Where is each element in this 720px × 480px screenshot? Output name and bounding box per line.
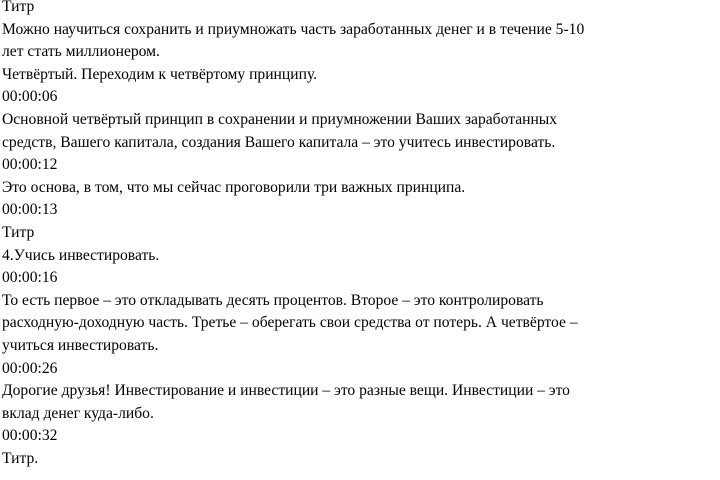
transcript-line: Основной четвёртый принцип в сохранении и приумножении Ваших заработанных — [2, 110, 558, 128]
transcript-line: Дорогие друзья! Инвестирование и инвестиции – это разные вещи. Инвестиции – это — [2, 382, 570, 400]
timestamp: 00:00:13 — [2, 201, 58, 219]
transcript-line: Можно научиться сохранить и приумножать часть заработанных денег и в течение 5-10 — [2, 20, 585, 38]
timestamp: 00:00:26 — [2, 359, 58, 377]
caption-label: Титр — [2, 0, 35, 15]
transcript-line: Четвёртый. Переходим к четвёртому принципу. — [2, 65, 318, 83]
document-text — [2, 0, 718, 470]
timestamp: 00:00:06 — [2, 88, 58, 106]
transcript-line: расходную-доходную часть. Третье – оберегать свои средства от потерь. А четвёртое – — [2, 314, 578, 332]
transcript-line: То есть первое – это откладывать десять процентов. Второе – это контролировать — [2, 291, 544, 309]
caption-label: Титр. — [2, 449, 39, 467]
transcript-line: учиться инвестировать. — [2, 336, 159, 354]
caption-label: Титр — [2, 223, 35, 241]
transcript-line: лет стать миллионером. — [2, 43, 160, 61]
caption-text: 4.Учись инвестировать. — [2, 246, 160, 264]
transcript-line: средств, Вашего капитала, создания Вашего капитала – это учитесь инвестировать. — [2, 133, 556, 151]
timestamp: 00:00:32 — [2, 427, 58, 445]
transcript-line: Это основа, в том, что мы сейчас проговорили три важных принципа. — [2, 178, 466, 196]
transcript-line: вклад денег куда-либо. — [2, 404, 154, 422]
timestamp: 00:00:12 — [2, 156, 58, 174]
timestamp: 00:00:16 — [2, 269, 58, 287]
